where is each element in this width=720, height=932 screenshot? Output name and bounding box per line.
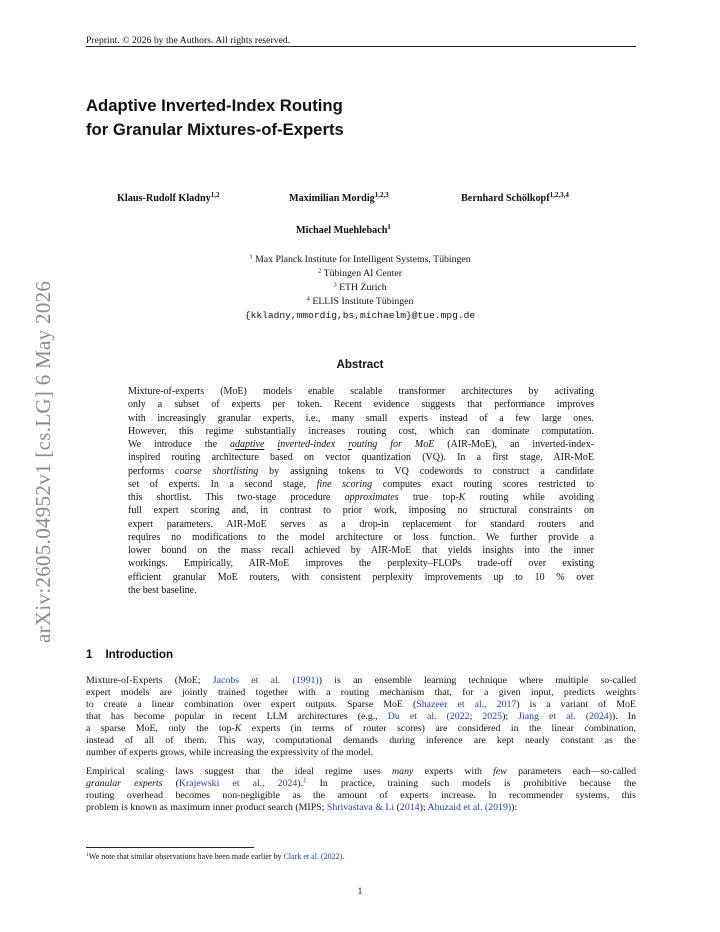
affiliation-4: $^4$ ELLIS Institute Tübingen [306, 295, 414, 307]
text-line: this shortlist. This two-stage procedure approximates true top-K routing while avoiding [128, 492, 595, 503]
text-line: with increasingly granular experts, i.e., many small experts instead of a few large ones. [128, 412, 594, 424]
text-line: inspired routing architecture based on vector quantization (VQ). In a first stage, AIR-MoE [128, 452, 594, 464]
author-affil-mark: 1,2,3,4 [549, 191, 569, 199]
text-line: routing overhead becomes non-negligible as the amount of experts increase. In recommender systems, this [86, 790, 636, 802]
section-heading-introduction [86, 648, 173, 661]
emphasis: few [493, 766, 507, 777]
text-line: expert parameters. AIR-MoE serves as a drop-in replacement for standard routers and [128, 518, 594, 530]
text-line: the best baseline. [128, 584, 197, 596]
text-line: workings. Empirically, AIR-MoE improves the perplexity–FLOPs trade-off over existing [128, 558, 594, 570]
text-line: instead of all of them. This way, computational demands during inference are kept nearly constant as the [86, 735, 636, 747]
text-line: Mixture-of-Experts (MoE; Jacobs et al. (1991)) is an ensemble learning technique where multiple so-called [86, 675, 636, 686]
citation-link[interactable]: Clark et al. (2022) [283, 852, 343, 861]
author-affil-mark: 1,2 [210, 191, 220, 199]
emphasis: outing for MoE [351, 439, 435, 450]
citation-link[interactable]: 2014 [399, 802, 420, 814]
citation-link[interactable]: Shrivastava & Li [326, 802, 395, 814]
affiliation-2: $^2$ Tübingen AI Center [318, 267, 402, 279]
citation-link[interactable]: Shazeer et al., 2017 [416, 699, 517, 711]
citation-link[interactable]: Jacobs et al. (1991) [212, 675, 319, 686]
section-title: Introduction [105, 648, 174, 661]
emphasis-underlined: r [348, 439, 352, 450]
preprint-notice: Preprint. © 2026 by the Authors. All rights reserved. [86, 35, 291, 46]
text-line: requires no modifications to the model architecture or loss function. We further provide a [128, 531, 594, 543]
section-number: 1 [86, 648, 93, 661]
affiliation-1: $^1$ Max Planck Institute for Intelligent Systems, Tübingen [249, 253, 471, 265]
text-line: efficient granular MoE routers, with consistent perplexity improvements up to 10 % over [128, 571, 594, 583]
footnote: $^1$We note that similar observations have been made earlier by Clark et al. (2022). [86, 852, 345, 861]
paper-title [86, 94, 344, 142]
emphasis: many [392, 766, 414, 777]
abstract-heading: Abstract [336, 358, 384, 371]
emphasis: approximates [344, 492, 399, 503]
citation-link[interactable]: Jiang et al. (2024) [518, 711, 612, 723]
emphasis: fine scoring [316, 478, 373, 490]
author-2 [289, 193, 389, 204]
emphasis: K [458, 492, 466, 503]
text-line: Mixture-of-experts (MoE) models enable scalable transformer architectures by activating [128, 386, 594, 397]
author-affil-mark: 1 [387, 223, 391, 231]
text-line: to create a linear combination over expert outputs. Sparse MoE (Shazeer et al., 2017) is a variant of MoE [86, 699, 636, 711]
author-name: Michael Muehlebach [296, 225, 388, 236]
header-rule [86, 46, 636, 47]
citation-link[interactable]: 2025 [482, 711, 503, 723]
text-line: performs coarse shortlisting by assigning tokens to VQ codewords to construct a candidate [128, 465, 594, 477]
text-line: granular experts (Krajewski et al., 2024).$^1$ In practice, training such models is prohibitive because the [86, 777, 636, 790]
footnote-number: 1 [86, 852, 89, 858]
emphasis: a [229, 439, 235, 450]
emphasis-underlined: daptive [234, 439, 265, 450]
author-affil-mark: 1,2,3 [374, 191, 389, 199]
author-4 [296, 225, 391, 236]
footnote-rule [86, 847, 254, 848]
author-1 [117, 193, 219, 204]
emphasis: coarse shortlisting [175, 465, 259, 477]
text-line: expert models are jointly trained together with a routing mechanism that, for a given input, predicts weights [86, 687, 636, 699]
text-line: set of experts. In a second stage, fine scoring computes exact routing scores restricted to [128, 478, 594, 490]
affiliation-3: $^3$ ETH Zurich [333, 281, 387, 293]
intro-paragraph-1 [86, 675, 636, 759]
footnote-marker[interactable]: 1 [303, 777, 307, 785]
emphasis-underlined: i [277, 439, 281, 450]
text-line: number of experts grows, while increasing the expressivity of the model. [86, 747, 374, 759]
text-line: full expert scoring and, in contrast to prior work, imposing no structural constraints on [128, 505, 594, 517]
title-line-2: for Granular Mixtures-of-Experts [86, 120, 344, 139]
citation-link[interactable]: Abuzaid et al. (2019) [427, 802, 512, 814]
author-3 [461, 193, 569, 204]
abstract-body [128, 385, 594, 597]
text-line: problem is known as maximum inner product search (MIPS; Shrivastava & Li (2014); Abuzaid et al. (2019)): [86, 802, 518, 814]
text-line: only a subset of experts per token. Recent evidence suggests that performance improves [128, 399, 594, 411]
text-line: lower bound on the mass recall achieved by AIR-MoE that yields insights into the inner [128, 545, 594, 556]
citation-link[interactable]: Du et al. (2022 [387, 711, 470, 723]
text-line: Empirical scaling laws suggest that the ideal regime uses many experts with few parameters each—so-called [86, 766, 636, 777]
emphasis: nverted-index [280, 439, 336, 450]
text-line: that has become popular in recent LLM architectures (e.g., Du et al. (2022; 2025); Jiang et al. (2024)). In [86, 711, 636, 723]
page-number: 1 [357, 886, 363, 897]
affiliations [0, 253, 720, 323]
intro-paragraph-2 [86, 766, 636, 814]
title-line-1: Adaptive Inverted-Index Routing [86, 96, 343, 115]
text-line: a sparse MoE, only the top-K experts (in terms of router scores) are considered in the linear combination, [86, 723, 636, 735]
emphasis: K [234, 723, 242, 735]
emphasis: granular experts [86, 778, 163, 790]
author-name: Maximilian Mordig [289, 193, 375, 204]
arxiv-identifier: arXiv:2605.04952v1 [cs.LG] 6 May 2026 [31, 280, 55, 643]
text-line: We introduce the adaptive inverted-index routing for MoE (AIR-MoE), an inverted-index- [128, 439, 595, 450]
text-line: However, this regime substantially increases routing cost, which can dominate computation. [128, 425, 594, 437]
author-emails: {kkladny,mmordig,bs,michaelm}@tue.mpg.de [244, 309, 476, 321]
author-name: Bernhard Schölkopf [461, 193, 550, 204]
citation-link[interactable]: Krajewski et al., 2024 [178, 778, 298, 790]
author-name: Klaus-Rudolf Kladny [117, 193, 211, 204]
